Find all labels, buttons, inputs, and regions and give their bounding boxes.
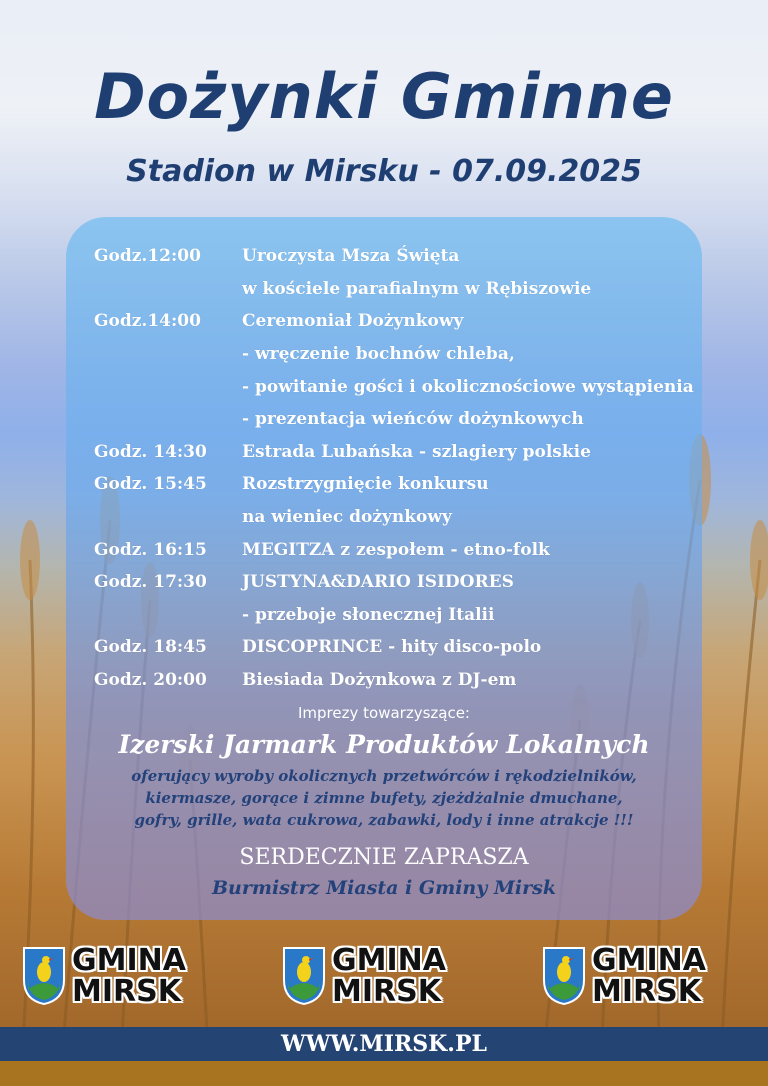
website-link[interactable]: WWW.MIRSK.PL bbox=[0, 1027, 768, 1061]
schedule-event: Biesiada Dożynkowa z DJ-em bbox=[242, 670, 517, 691]
schedule-time: Godz. 16:15 bbox=[94, 539, 207, 560]
schedule-row bbox=[94, 338, 704, 371]
schedule-event: - przeboje słonecznej Italii bbox=[242, 604, 495, 625]
schedule-row bbox=[94, 631, 704, 664]
market-title: Izerski Jarmark Produktów Lokalnych bbox=[118, 730, 650, 759]
schedule-time: Godz. 20:00 bbox=[94, 670, 207, 691]
schedule-row bbox=[94, 436, 704, 469]
schedule-event: na wieniec dożynkowy bbox=[242, 507, 452, 528]
invitation-text: SERDECZNIE ZAPRASZA bbox=[239, 845, 529, 870]
schedule-event: - prezentacja wieńców dożynkowych bbox=[242, 409, 584, 430]
schedule-time: Godz.12:00 bbox=[94, 246, 201, 267]
market-description-line: kiermasze, gorące i zimne bufety, zjeżdżalnie dmuchane, bbox=[145, 789, 623, 807]
schedule-row bbox=[94, 273, 704, 306]
logos-row bbox=[0, 940, 768, 1012]
schedule-row bbox=[94, 403, 704, 436]
market-description bbox=[0, 765, 768, 831]
schedule-row bbox=[94, 599, 704, 632]
invitation-signature: Burmistrz Miasta i Gminy Mirsk bbox=[211, 877, 557, 899]
schedule-event: Uroczysta Msza Święta bbox=[242, 246, 460, 267]
logo-line-2: MIRSK bbox=[72, 974, 181, 1009]
schedule-time: Godz. 18:45 bbox=[94, 637, 207, 658]
gmina-mirsk-logo bbox=[22, 940, 186, 1012]
logo-text bbox=[72, 945, 186, 1007]
logo-line-1: GMINA bbox=[332, 943, 446, 978]
logo-text bbox=[592, 945, 706, 1007]
schedule-time: Godz. 15:45 bbox=[94, 474, 207, 495]
schedule-row bbox=[94, 501, 704, 534]
logo-line-2: MIRSK bbox=[592, 974, 701, 1009]
schedule-list bbox=[94, 240, 704, 696]
schedule-event: Ceremoniał Dożynkowy bbox=[242, 311, 464, 332]
schedule-row bbox=[94, 370, 704, 403]
accompanying-label: Imprezy towarzyszące: bbox=[298, 704, 470, 722]
schedule-event: Rozstrzygnięcie konkursu bbox=[242, 474, 489, 495]
schedule-row bbox=[94, 240, 704, 273]
schedule-event: JUSTYNA&DARIO ISIDORES bbox=[242, 572, 514, 593]
event-location-date: Stadion w Mirsku - 07.09.2025 bbox=[126, 154, 642, 189]
schedule-event: - wręczenie bochnów chleba, bbox=[242, 344, 515, 365]
logo-line-1: GMINA bbox=[72, 943, 186, 978]
schedule-time: Godz. 17:30 bbox=[94, 572, 207, 593]
schedule-event: w kościele parafialnym w Rębiszowie bbox=[242, 278, 592, 299]
schedule-row bbox=[94, 468, 704, 501]
schedule-row bbox=[94, 533, 704, 566]
logo-line-1: GMINA bbox=[592, 943, 706, 978]
market-description-line: gofry, grille, wata cukrowa, zabawki, lody i inne atrakcje !!! bbox=[134, 811, 634, 829]
schedule-row bbox=[94, 566, 704, 599]
schedule-event: MEGITZA z zespołem - etno-folk bbox=[242, 539, 550, 560]
schedule-event: DISCOPRINCE - hity disco-polo bbox=[242, 637, 542, 658]
logo-line-2: MIRSK bbox=[332, 974, 441, 1009]
bottom-wheat-strip bbox=[0, 1061, 768, 1086]
page-title: Dożynki Gminne bbox=[94, 60, 674, 133]
schedule-time: Godz. 14:30 bbox=[94, 441, 207, 462]
gmina-mirsk-logo bbox=[282, 940, 446, 1012]
schedule-event: - powitanie gości i okolicznościowe wystąpienia bbox=[242, 376, 694, 397]
coat-of-arms-icon bbox=[22, 946, 66, 1006]
logo-text bbox=[332, 945, 446, 1007]
schedule-row bbox=[94, 305, 704, 338]
coat-of-arms-icon bbox=[542, 946, 586, 1006]
gmina-mirsk-logo bbox=[542, 940, 706, 1012]
coat-of-arms-icon bbox=[282, 946, 326, 1006]
market-description-line: oferujący wyroby okolicznych przetwórców i rękodzielników, bbox=[131, 767, 637, 785]
schedule-row bbox=[94, 664, 704, 697]
schedule-time: Godz.14:00 bbox=[94, 311, 201, 332]
schedule-event: Estrada Lubańska - szlagiery polskie bbox=[242, 441, 591, 462]
